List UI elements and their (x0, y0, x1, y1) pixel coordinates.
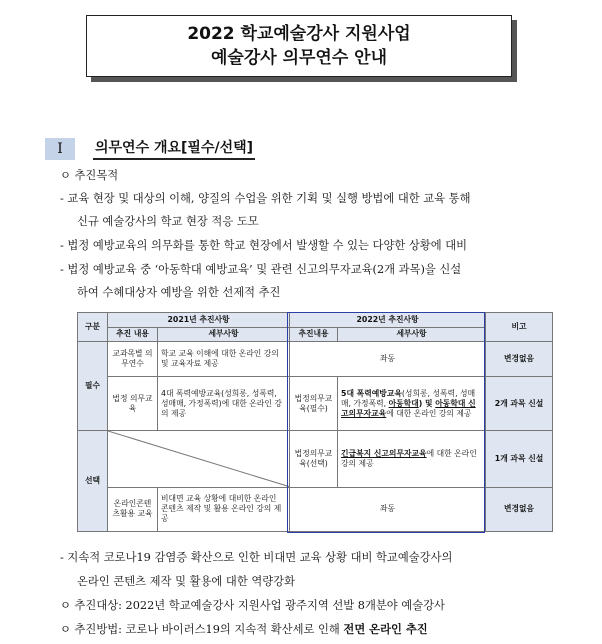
purpose-line-4: - 법정 예방교육 중 ‘아동학대 예방교육’ 및 관련 신고의무자교육(2개 과목)을 신설 (60, 263, 462, 276)
purpose-line-7: 온라인 콘텐츠 제작 및 활용에 대한 역량강화 (77, 575, 295, 588)
row1-detail-2021: 학교 교육 이해에 대한 온라인 강의 및 교육자료 제공 (158, 342, 290, 377)
row4-detail-2021: 비대면 교육 상황에 대비한 온라인 콘텐츠 제작 및 활용 온라인 강의 제공 (158, 487, 290, 531)
section-title: 의무연수 개요[필수/선택] (93, 138, 255, 160)
row2-detail-ul-e: 아동학대 신고의무자교육 (341, 398, 476, 418)
title-line2: 예술강사 의무연수 안내 (210, 48, 388, 68)
purpose-line-1: - 교육 현장 및 대상의 이해, 양질의 수업을 위한 기획 및 실행 방법에 대한 교육 통해 (60, 192, 471, 205)
header-detail-2022: 세부사항 (338, 327, 486, 342)
row3-note: 1개 과목 신설 (486, 431, 553, 488)
header-detail-2021: 세부사항 (158, 327, 290, 342)
row1-content-2021: 교과목별 의무연수 (108, 342, 158, 377)
title-line1: 2022 학교예술강사 지원사업 (187, 24, 411, 44)
header-content-2021: 추진 내용 (108, 327, 158, 342)
method-line (60, 622, 428, 638)
row2-detail-d: ) 및 (418, 398, 436, 408)
row3-detail-b: 에 대한 온라인 강의 제공 (341, 449, 477, 469)
training-table (77, 312, 553, 532)
row2-detail-f: 에 대한 온라인 강의 제공 (386, 408, 472, 418)
header-bigo: 비고 (486, 313, 553, 342)
row2-detail-bold-a: 5대 폭력예방교육 (341, 388, 402, 398)
row2-note: 2개 과목 신설 (486, 376, 553, 430)
purpose-line-6: - 지속적 코로나19 감염증 확산으로 인한 비대면 교육 상황 대비 학교예술강사의 (60, 551, 453, 564)
row4-note: 변경없음 (486, 487, 553, 531)
row3-content-2022: 법정의무교육(선택) (290, 431, 338, 488)
method-bold: 전면 온라인 추진 (343, 623, 428, 636)
row1-note: 변경없음 (486, 342, 553, 377)
header-content-2022: 추진내용 (290, 327, 338, 342)
row3-empty-diagonal (108, 431, 290, 488)
row2-detail-ul-c: 아동학대 (388, 398, 419, 408)
method-text: ㅇ 추진방법: 코로나 바이러스19의 지속적 확산세로 인해 (60, 623, 344, 636)
purpose-line-2: 신규 예술강사의 학교 현장 적응 도모 (77, 215, 259, 228)
row1-same: 좌동 (290, 342, 486, 377)
row2-content-2022: 법정의무교육(필수) (290, 376, 338, 430)
row3-detail-2022 (338, 431, 486, 488)
header-gubun: 구분 (78, 313, 108, 342)
header-2022: 2022년 추진사항 (290, 313, 486, 328)
category-required: 필수 (78, 342, 108, 431)
row4-same: 좌동 (290, 487, 486, 531)
row4-content-2021: 온라인콘텐츠활용 교육 (108, 487, 158, 531)
row2-detail-2022 (338, 376, 486, 430)
header-2021: 2021년 추진사항 (108, 313, 290, 328)
row2-detail-b: (성희롱, 성폭력, 성매매, 가정폭력, (341, 388, 476, 408)
section-number: Ⅰ (45, 138, 75, 160)
diagonal-line (108, 431, 289, 487)
category-optional: 선택 (78, 431, 108, 532)
row2-detail-2021: 4대 폭력예방교육(성희롱, 성폭력, 성매매, 가정폭력)에 대한 온라인 강의 제공 (158, 376, 290, 430)
row2-content-2021: 법정 의무교육 (108, 376, 158, 430)
purpose-heading: ㅇ 추진목적 (60, 169, 119, 182)
row3-detail-ul-a: 긴급복지 신고의무자교육 (341, 449, 427, 459)
title-box (86, 15, 512, 77)
target-line: ㅇ 추진대상: 2022년 학교예술강사 지원사업 광주지역 선발 8개분야 예술강사 (60, 599, 445, 612)
purpose-line-3: - 법정 예방교육의 의무화를 통한 학교 현장에서 발생할 수 있는 다양한 상황에 대비 (60, 239, 468, 252)
purpose-line-5: 하여 수혜대상자 예방을 위한 선제적 추진 (77, 286, 281, 299)
